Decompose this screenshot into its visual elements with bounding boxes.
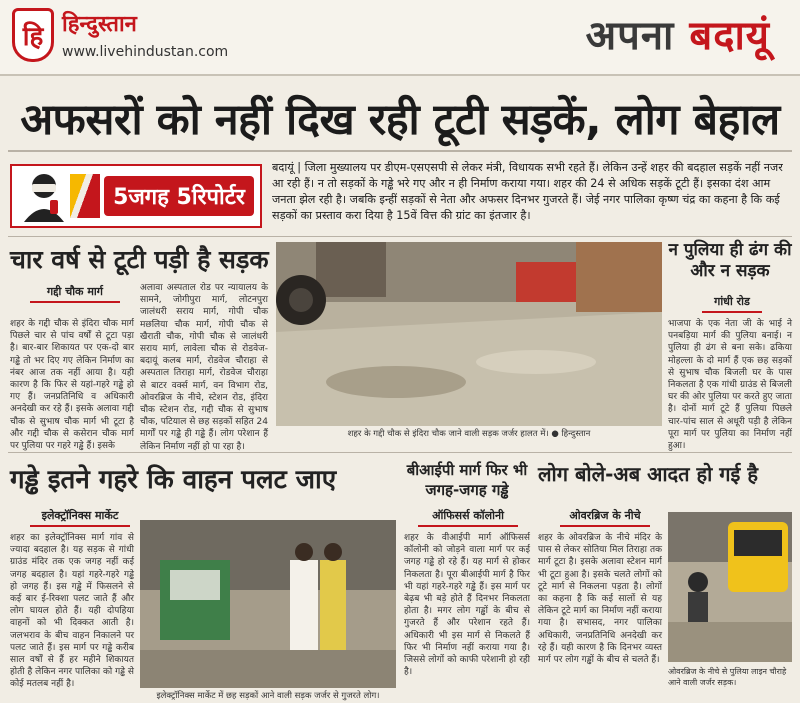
story3-tag: इलेक्ट्रॉनिक्स मार्केट xyxy=(30,508,130,527)
main-headline: अफसरों को नहीं दिख रही टूटी सड़कें, लोग बेहाल xyxy=(20,95,780,145)
edition-title xyxy=(586,6,770,61)
badge-stripe xyxy=(70,174,100,218)
story3-title: गड्ढे इतने गहरे कि वाहन पलट जाए xyxy=(10,465,337,495)
story4-title: बीआईपी मार्ग फिर भी जगह-जगह गड्ढे xyxy=(406,461,528,499)
story5-tag: ओवरब्रिज के नीचे xyxy=(560,508,650,527)
bottom-divider xyxy=(8,452,792,453)
story1-title: चार वर्ष से टूटी पड़ी है सड़क xyxy=(10,245,269,274)
story1-caption: शहर के गद्दी चौक से इंदिरा चौक जाने वाली सड़क जर्जर हालत में। ● हिन्दुस्तान xyxy=(347,429,591,439)
brand-name: हिन्दुस्तान xyxy=(62,12,137,37)
story5-title: लोग बोले-अब आदत हो गई है xyxy=(538,462,758,486)
hindustan-logo-icon xyxy=(12,8,54,62)
story5-photo xyxy=(668,512,792,662)
story4-body: शहर के वीआईपी मार्ग ऑफिसर्स कॉलोनी को जोड़ने वाला मार्ग पर कई जगह गड्ढे हो रहे हैं। यह मार्ग से होकर निकलता है। पूरा बीआईपी मार्ग है फिर भी यहां गहरे-गहरे गड्ढे हैं। इस मार्ग पर बेढ़ब भी बड़े होते हैं दिनभर निकलता होता है। मगर लोग गड्ढों के बीच से गुजरते हैं और परेशान रहते हैं। अधिकारी भी इस मार्ग से निकलते हैं फिर भी निर्माण नहीं कराया गया है। जिससे लोगों को काफी परेशानी हो रही है। xyxy=(404,533,530,678)
story1-photo xyxy=(276,242,662,426)
story2-title: न पुलिया ही ढंग की और न सड़क xyxy=(668,240,792,281)
story2-body: भाजपा के एक नेता जी के भाई ने पनबड़िया मार्ग की पुलिया बनाई। न पुलिया ही ढंग से बना सके। ढकिया मोहल्ला के दो मार्ग हैं एक छह सड़कों से सुभाष चौक बिजली घर के पास निकलता है एक गांधी ग्राउंड से बिजली घर की ओर पुलिया पर करते हुए जाता है। दोनों मार्ग टूटे हैं पुलिया पिछले चार-पांच साल से अधूरी पड़ी है लेकिन पूरा मार्ग पर पुलिया का निर्माण नहीं हुआ। xyxy=(668,319,792,452)
logo-glyph: हि xyxy=(22,22,44,52)
story1-tag: गद्दी चौक मार्ग xyxy=(30,284,120,303)
story3-caption: इलेक्ट्रॉनिक्स मार्केट में छह सड़कों आने वाली सड़क जर्जर से गुजरते लोग। xyxy=(156,691,380,701)
edition-city: बदायूं xyxy=(689,13,770,59)
edition-prefix: अपना xyxy=(585,13,675,59)
story3-photo xyxy=(140,520,396,688)
story4-tag: ऑफिसर्स कॉलोनी xyxy=(418,508,518,527)
story3-body: शहर का इलेक्ट्रॉनिक्स मार्ग गांव से ज्यादा बदहाल है। यह सड़क से गांधी ग्राउंड मंदिर तक एक जगह नहीं कई जगह बदहाल है। यहां गहरे-गहरे गड्ढे हो जगह हैं। इस गड्ढे में फिसलने से कई बार ई-रिक्शा पलट जाते हैं और लोग घायल होते हैं। यही दोपहिया वाहनों को भी दिक्कत आती है। जलभराव के बीच वाहन निकालने पर पलट जाते हैं। इस मार्ग पर गड्ढे करीब साल वर्षों से हैं हर महीने शिकायत होती है लेकिन नगर पालिका को गड्ढे से कोई मतलब नहीं है। xyxy=(10,533,134,690)
story5-body: शहर के ओवरब्रिज के नीचे मंदिर के पास से लेकर सोतिया मिल तिराहा तक मार्ग टूटा है। इसके अलावा स्टेशन मार्ग भी टूटा हुआ है। इसके चलते लोगों को टूटे मार्ग से निकलना पड़ता है। लोगों का कहना है कि कई सालों से यह लेकिन टूटे मार्ग का निर्माण नहीं कराया गया है। सभासद, नगर पालिका अधिकारी, जनप्रतिनिधि अनदेखी कर रहे हैं। यही कारण है कि दिनभर व्यस्त मार्ग पर लोग गड्ढों के बीच से चलते हैं। xyxy=(538,533,662,666)
headline-divider xyxy=(8,150,792,152)
story2-tag: गांधी रोड xyxy=(702,294,762,313)
story1-col1: शहर के गद्दी चौक से इंदिरा चौक मार्ग पिछले चार से पांच वर्षों से टूटा पड़ा है। बार-बार शिकायत पर एक-दो बार गड्ढे तो भर दिए गए लेकिन निर्माण का नंबर आज तक नहीं आया है। यही कारण है कि फिर से यहां-गहरे गड्ढे हो गए हैं। जनप्रतिनिधि व अधिकारी अनदेखी कर रहे हैं। इसके अलावा गद्दी चौक से सुभाष चौक मार्ग भी टूटा है और गद्दी चौक से कसेरान चौक मार्ग पर पुलिया पर गहरे गड्ढे हैं। इसके xyxy=(10,319,134,452)
badge-text: 5जगह 5रिपोर्टर xyxy=(104,176,254,216)
intro-paragraph: बदायूं | जिला मुख्यालय पर डीएम-एसएसपी से लेकर मंत्री, विधायक सभी रहते हैं। लेकिन उन्हें शहर की बदहाल सड़कें नहीं नजर आ रही हैं। न तो सड़कों के गड्ढे भरे गए और न ही निर्माण कराया गया। शहर की 24 से अधिक सड़कें टूटी हैं। इसका दंश आम जनता झेल रही है। जबकि इन्हीं सड़कों से नेता और अफसर दिनभर गुजरते हैं। जेई नगर पालिका कृष्ण चंद्र का कहना है कि कई सड़कों का प्रस्ताव करा दिया है 15वें वित्त की ग्रांट का इंतजार है। xyxy=(272,161,783,222)
section-divider xyxy=(8,236,792,237)
reporter-icon xyxy=(16,168,72,224)
story1-col2: अलावा अस्पताल रोड पर न्यायालय के सामने, जोगीपुरा मार्ग, लोटनपुरा जालंधरी सराय मार्ग, गोपी चौक मछलिया चौक मार्ग, गोपी चौक से खैराती चौक, गोपी चौक से जालंधरी सराय मार्ग, लावेला चौक से रोडवेज-बदायूं कलब मार्ग, रोडवेज चौराहा से अस्पताल तिराहा मार्ग, रोडवेज चौराहा से बाटर वर्क्स मार्ग, वन विभाग रोड, ओवरब्रिज के नीचे, स्टेशन रोड, इंदिरा चौक स्टेशन रोड, गद्दी चौक से सुभाष चौक, पटियाल से छह सड़कों सहित 24 मार्गों पर गड्ढे ही गड्ढे हैं। लोग परेशान हैं लेकिन निर्माण नहीं हो पा रहा है। xyxy=(140,283,268,452)
site-url: www.livehindustan.com xyxy=(62,44,229,60)
story5-caption: ओवरब्रिज के नीचे से पुलिया लाइन चौराहे आने वाली जर्जर सड़क। xyxy=(668,667,787,687)
